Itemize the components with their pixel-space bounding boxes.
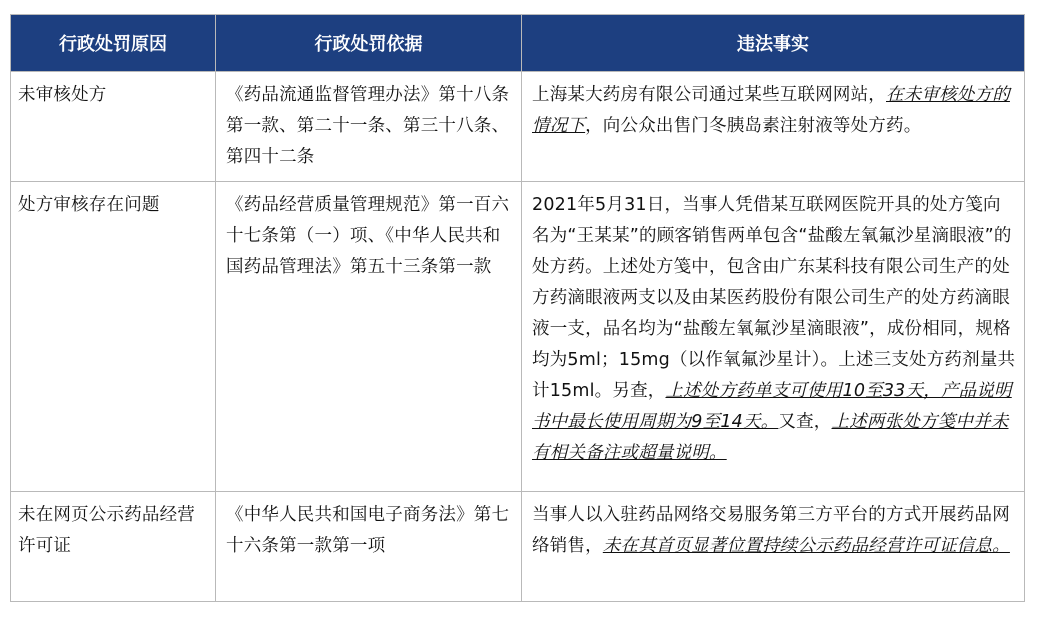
fact-text: ，向公众出售门冬胰岛素注射液等处方药。 xyxy=(585,116,922,136)
header-basis: 行政处罚依据 xyxy=(216,15,522,72)
table-row xyxy=(11,72,1025,182)
header-facts: 违法事实 xyxy=(522,15,1025,72)
fact-text: 上海某大药房有限公司通过某些互联网网站， xyxy=(532,85,886,105)
table-row xyxy=(11,182,1025,492)
fact-text: 又查， xyxy=(778,412,832,432)
fact-emphasis: 未在其首页显著位置持续公示药品经营许可证信息。 xyxy=(602,536,1010,556)
basis-cell: 《药品流通监督管理办法》第十八条第一款、第二十一条、第三十八条、第四十二条 xyxy=(216,72,522,182)
fact-emphasis: 在未审核处方的情况下 xyxy=(532,85,1010,136)
fact-emphasis: 上述处方药单支可使用10至33天，产品说明书中最长使用周期为9至14天。 xyxy=(532,381,1012,432)
fact-text: 当事人以入驻药品网络交易服务第三方平台的方式开展药品网络销售， xyxy=(532,505,1010,556)
basis-cell: 《中华人民共和国电子商务法》第七十六条第一款第一项 xyxy=(216,492,522,602)
facts-cell xyxy=(522,492,1025,602)
reason-cell: 处方审核存在问题 xyxy=(11,182,216,492)
penalty-table-container xyxy=(10,14,1024,602)
facts-cell xyxy=(522,72,1025,182)
facts-cell xyxy=(522,182,1025,492)
fact-emphasis: 上述两张处方笺中并未有相关备注或超量说明。 xyxy=(532,412,1009,463)
penalty-table xyxy=(10,14,1025,602)
fact-text: 2021年5月31日，当事人凭借某互联网医院开具的处方笺向名为“王某某”的顾客销售两单包含“盐酸左氧氟沙星滴眼液”的处方药。上述处方笺中，包含由广东某科技有限公司生产的处方药滴眼液两支以及由某医药股份有限公司生产的处方药滴眼液一支，品名均为“盐酸左氧氟沙星滴眼液”，成份相同，规格均为5ml；15mg（以作氧氟沙星计）。上述三支处方药剂量共计15ml。另查， xyxy=(532,195,1016,401)
reason-cell: 未审核处方 xyxy=(11,72,216,182)
basis-cell: 《药品经营质量管理规范》第一百六十七条第（一）项、《中华人民共和国药品管理法》第五十三条第一款 xyxy=(216,182,522,492)
header-row xyxy=(11,15,1025,72)
table-row xyxy=(11,492,1025,602)
header-reason: 行政处罚原因 xyxy=(11,15,216,72)
reason-cell: 未在网页公示药品经营许可证 xyxy=(11,492,216,602)
